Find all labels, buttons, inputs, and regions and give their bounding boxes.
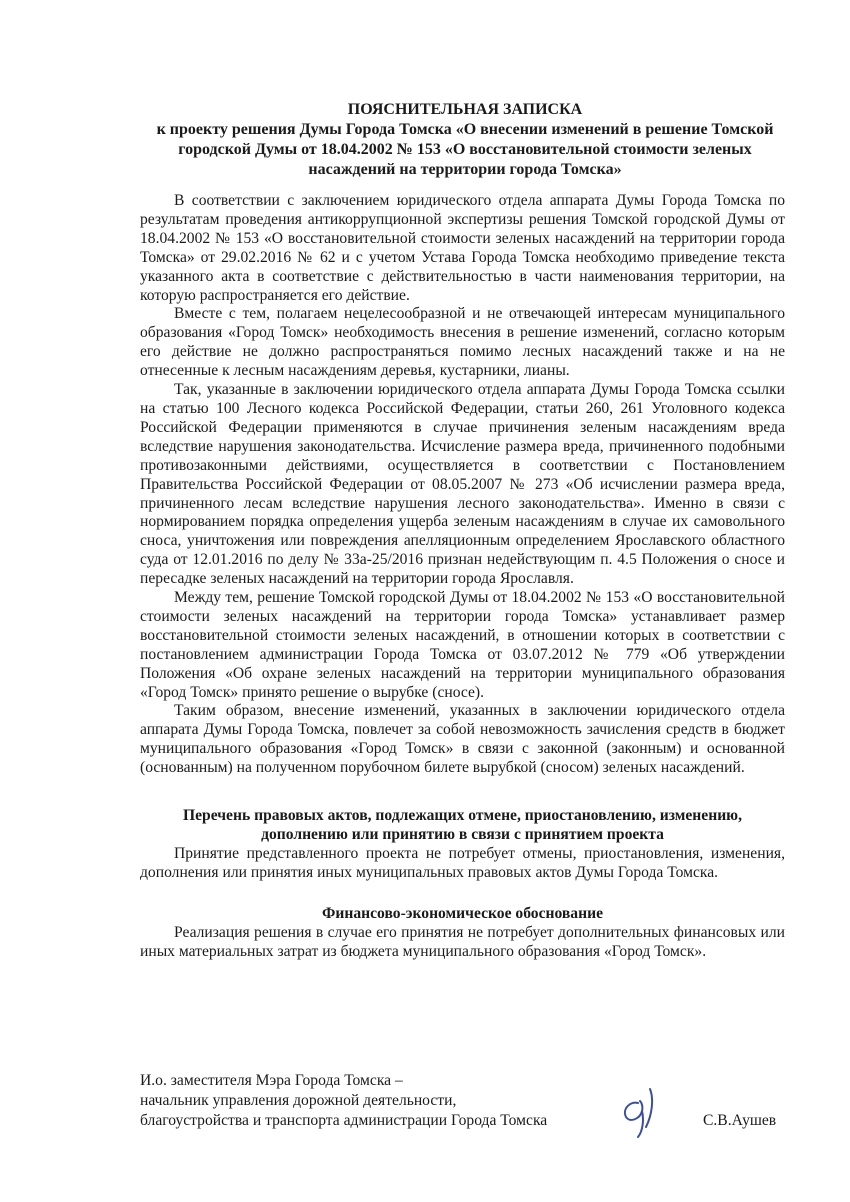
subtitle-line: насаждений на территории города Томска»: [308, 161, 622, 178]
body-paragraph: Так, указанные в заключении юридического отдела аппарата Думы Города Томска ссылки на статью 100 Лесного кодекса Российской Федерации, статьи 260, 261 Уголовного кодекса Российской Федерации применяются в случае причинения зеленым насаждениям вреда вследствие нарушения законодательства. Исчисление размера вреда, причиненного подобными противозаконными действиями, осуществляется в соответствии с Постановлением Правительства Российской Федерации от 08.05.2007 № 273 «Об исчислении размера вреда, причиненного лесам вследствие нарушения лесного законодательства». Именно в связи с нормированием порядка определения ущерба зеленым насаждениям в случае их самовольного сноса, уничтожения или повреждения апелляционным определением Ярославского областного суда от 12.01.2016 по делу № 33а-25/2016 признан недействующим п. 4.5 Положения о сносе и пересадке зеленых насаждений на территории города Ярославля.: [140, 381, 785, 588]
signer-position-line: благоустройства и транспорта администрации Города Томска: [140, 1112, 548, 1129]
body-paragraph: В соответствии с заключением юридического отдела аппарата Думы Города Томска по результатам проведения антикоррупционной экспертизы решения Томской городской Думы от 18.04.2002 № 153 «О восстановительной стоимости зеленых насаждений на территории города Томска» от 29.02.2016 № 62 и с учетом Устава Города Томска необходимо приведение текста указанного акта в соответствие с действительностью в части наименования территории, на которую распространяется его действие.: [140, 192, 785, 304]
subtitle-line: к проекту решения Думы Города Томска «О внесении изменений в решение Томской: [156, 121, 774, 138]
section-heading-legal-acts: [140, 807, 785, 845]
signer-position: [140, 1071, 790, 1131]
signer-position-line: начальник управления дорожной деятельности,: [140, 1092, 457, 1109]
signature-block: [140, 1071, 790, 1131]
section-text-legal-acts: Принятие представленного проекта не потребует отмены, приостановления, изменения, дополнения или принятия иных муниципальных правовых актов Думы Города Томска.: [140, 844, 785, 881]
section-heading-finance: Финансово-экономическое обоснование: [321, 904, 603, 922]
body-paragraph: Между тем, решение Томской городской Думы от 18.04.2002 № 153 «О восстановительной стоимости зеленых насаждений на территории города Томска» устанавливает размер восстановительной стоимости зеленых насаждений, в отношении которых в соответствии с постановлением администрации Города Томска от 03.07.2012 № 779 «Об утверждении Положения «Об охране зеленых насаждений на территории муниципального образования «Город Томск» принято решение о вырубке (сносе).: [140, 589, 785, 701]
heading-line: Перечень правовых актов, подлежащих отмене, приостановлению, изменению,: [183, 807, 742, 825]
document-header: [120, 100, 810, 180]
spacer: [140, 778, 785, 807]
subtitle-line: городской Думы от 18.04.2002 № 153 «О восстановительной стоимости зеленых: [178, 141, 752, 158]
section-text-finance: Реализация решения в случае его принятия не потребует дополнительных финансовых или иных материальных затрат из бюджета муниципального образования «Город Томск».: [140, 923, 785, 960]
spacer: [140, 883, 785, 905]
body-paragraph: Таким образом, внесение изменений, указанных в заключении юридического отдела аппарата Думы Города Томска, повлечет за собой невозможность зачисления средств в бюджет муниципального образования «Город Томск» в связи с законной (законным) и основанной (основанным) на полученном порубочном билете вырубкой (сносом) зеленых насаждений.: [140, 702, 785, 777]
document-title: ПОЯСНИТЕЛЬНАЯ ЗАПИСКА: [347, 101, 583, 118]
signer-position-line: И.о. заместителя Мэра Города Томска –: [140, 1072, 403, 1089]
body-paragraph: Вместе с тем, полагаем нецелесообразной и не отвечающей интересам муниципального образования «Город Томск» необходимость внесения в решение изменений, согласно которым его действие не должно распространяться помимо лесных насаждений также и на не отнесенные к лесным насаждениям деревья, кустарники, лианы.: [140, 305, 785, 380]
signer-name: С.В.Аушев: [703, 1112, 777, 1129]
handwritten-signature: [610, 1081, 670, 1141]
heading-line: дополнению или принятию в связи с принятием проекта: [261, 826, 664, 843]
document-body: [140, 192, 785, 961]
